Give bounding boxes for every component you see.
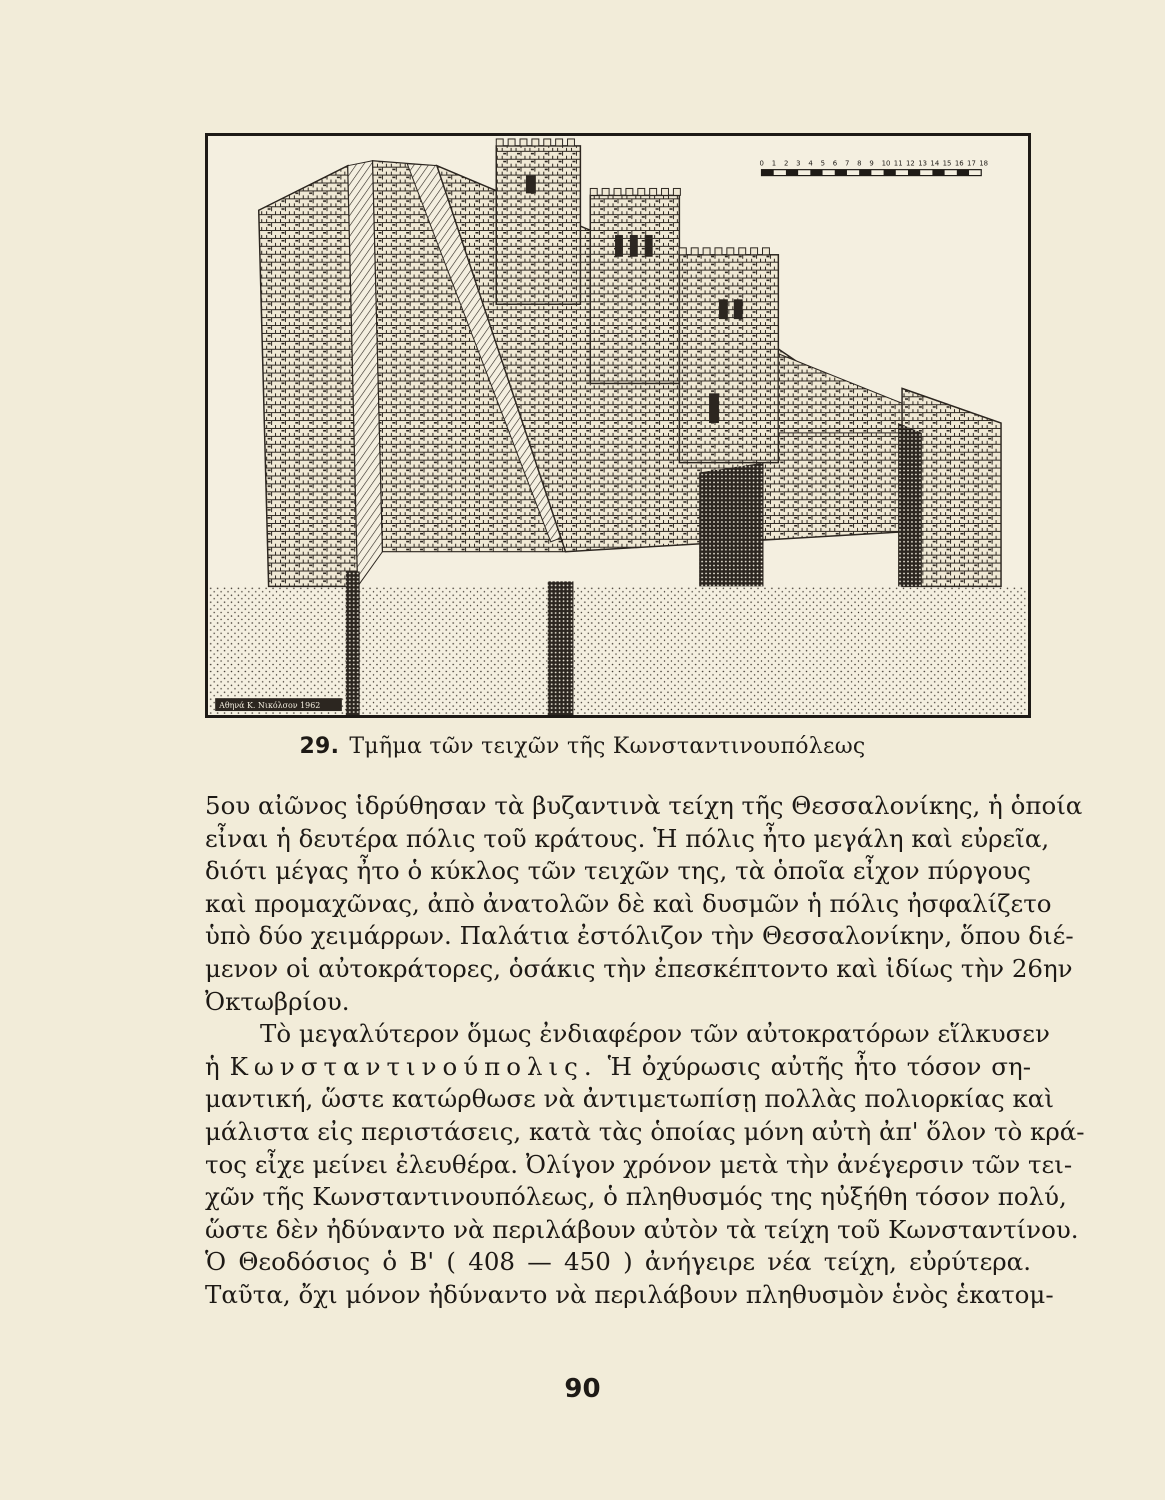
scale-segment (908, 170, 920, 176)
merlon (739, 248, 746, 255)
merlon (602, 188, 609, 195)
merlon (508, 139, 515, 146)
scale-label: 7 (844, 159, 850, 168)
merlon (691, 248, 698, 255)
scale-segment (932, 170, 944, 176)
scale-segment (859, 170, 871, 176)
scale-segment (786, 170, 798, 176)
merlon (532, 139, 539, 146)
merlon (614, 188, 621, 195)
merlon (638, 188, 645, 195)
scale-segment (884, 170, 896, 176)
text-line: Ταῦτα, ὄχι μόνον ἠδύναντο νὰ περιλάβουν πληθυσμὸν ἑνὸς ἑκατομ- (205, 1279, 1054, 1309)
text-line: ὥστε δὲν ἠδύναντο νὰ περιλάβουν αὐτὸν τὰ τείχη τοῦ Κωνσταντίνου. (205, 1214, 1079, 1244)
text-line: 5ου αἰῶνος ἱδρύθησαν τὰ βυζαντινὰ τείχη τῆς Θεσσαλονίκης, ἡ ὁποία (205, 791, 1083, 820)
scale-segment (957, 170, 969, 176)
text-line: Ὁ Θεοδόσιος ὁ Β' ( 408 — 450 ) ἀνήγειρε νέα τείχη, εὐρύτερα. (205, 1247, 1031, 1277)
outer-wall-foundation (346, 571, 360, 715)
scale-label: 4 (808, 159, 813, 168)
merlon (496, 139, 503, 146)
scale-label: 8 (857, 159, 862, 168)
scale-label: 10 (881, 159, 891, 168)
text-line: τος εἶχε μείνει ἐλευθέρα. Ὀλίγον χρόνον μετὰ τὴν ἀνέγερσιν τῶν τει- (205, 1149, 1073, 1179)
ground-section (209, 586, 1027, 715)
scale-label: 15 (942, 159, 952, 168)
scale-label: 13 (918, 159, 928, 168)
scale-segment (835, 170, 847, 176)
body-text (205, 790, 1085, 1312)
text-fragment: ἡ (205, 1051, 220, 1081)
walls-drawing (208, 136, 1028, 715)
scale-label: 16 (954, 159, 964, 168)
scale-label: 18 (979, 159, 989, 168)
text-line: μενον οἱ αὐτοκράτορες, ὁσάκις τὴν ἐπεσκέπτοντο καὶ ἰδίως τὴν 26ην (205, 953, 1073, 983)
scale-label: 5 (820, 159, 825, 168)
tower-1 (496, 146, 580, 304)
rear-wall (778, 354, 902, 433)
scale-segment (810, 170, 822, 176)
text-line: εἶναι ἡ δευτέρα πόλις τοῦ κράτους. Ἡ πόλις ἦτο μεγάλη καὶ εὐρεῖα, (205, 823, 1050, 853)
spaced-city-name: Κωνσταντινούπολις. (229, 1051, 598, 1081)
merlon (727, 248, 734, 255)
text-line: Ὀκτωβρίου. (205, 986, 350, 1016)
scale-label: 11 (893, 159, 903, 168)
text-line: ὑπὸ δύο χειμάρρων. Παλάτια ἐστόλιζον τὴν Θεσσαλονίκην, ὅπου διέ- (205, 921, 1074, 951)
merlon (763, 248, 770, 255)
right-wall-section (898, 423, 922, 586)
scale-bar (760, 160, 989, 176)
merlon (662, 188, 669, 195)
scale-label: 9 (869, 159, 874, 168)
merlon (650, 188, 657, 195)
caption-number: 29. (299, 734, 340, 759)
merlon (703, 248, 710, 255)
scale-segment (762, 170, 774, 176)
scale-label: 17 (967, 159, 976, 168)
caption-text: Τμῆμα τῶν τειχῶν τῆς Κωνσταντινουπόλεως (349, 734, 866, 759)
text-line: Τὸ μεγαλύτερον ὅμως ἐνδιαφέρον τῶν αὐτοκρατόρων εἵλκυσεν (260, 1019, 1050, 1049)
inner-wall-section (699, 463, 763, 587)
text-line: χῶν τῆς Κωνσταντινουπόλεως, ὁ πληθυσμός της ηὐξήθη τόσον πολύ, (205, 1182, 1067, 1212)
text-line: μαντική, ὥστε κατώρθωσε νὰ ἀντιμετωπίσῃ πολλὰς πολιορκίας καὶ (205, 1084, 1054, 1114)
figure-caption (0, 734, 1165, 759)
merlon (590, 188, 597, 195)
scale-label: 6 (832, 159, 838, 168)
scale-label: 2 (783, 159, 789, 168)
scale-label: 3 (796, 159, 801, 168)
text-line: μάλιστα εἰς περιστάσεις, κατὰ τὰς ὁποίας μόνη αὐτὴ ἀπ' ὅλον τὸ κρά- (205, 1116, 1085, 1146)
scale-label: 1 (771, 159, 777, 168)
text-line: καὶ προμαχῶνας, ἀπὸ ἀνατολῶν δὲ καὶ δυσμῶν ἡ πόλις ἠσφαλίζετο (205, 888, 1052, 918)
page-number: 90 (564, 1374, 601, 1404)
artist-signature: Αθηνά Κ. Νικόλσον 1962 (219, 701, 321, 711)
outer-wall (259, 166, 358, 587)
scale-label: 0 (759, 159, 764, 168)
wall-illustration (205, 133, 1031, 718)
scale-label: 12 (906, 159, 915, 168)
merlon (568, 139, 575, 146)
merlon (673, 188, 680, 195)
merlon (679, 248, 686, 255)
tower-2 (590, 195, 679, 383)
merlon (626, 188, 633, 195)
terrace-foundation (548, 581, 574, 715)
merlon (556, 139, 563, 146)
text-line: διότι μέγας ἦτο ὁ κύκλος τῶν τειχῶν της, τὰ ὁποῖα εἶχον πύργους (205, 856, 1031, 886)
text-fragment: Ἡ ὀχύρωσις αὐτῆς ἦτο τόσον ση- (607, 1051, 1031, 1081)
text-line (205, 1051, 1031, 1084)
merlon (751, 248, 758, 255)
merlon (520, 139, 527, 146)
tower-3 (679, 255, 778, 463)
merlon (544, 139, 551, 146)
scale-label: 14 (930, 159, 940, 168)
merlon (715, 248, 722, 255)
